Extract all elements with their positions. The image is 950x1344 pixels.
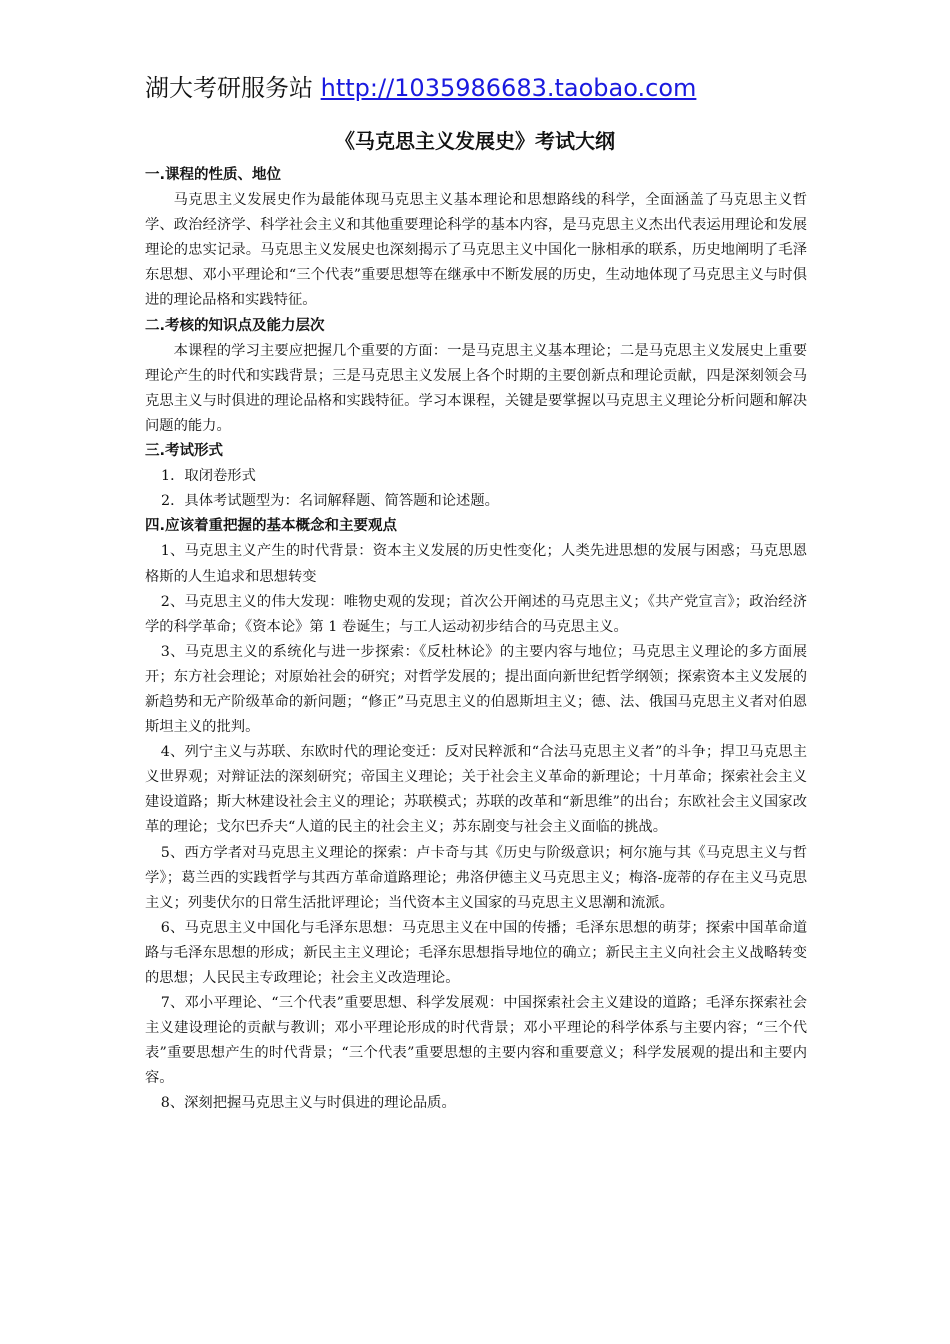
store-link[interactable]: http://1035986683.taobao.com (320, 74, 697, 102)
key-point: 3、马克思主义的系统化与进一步探索：《反杜林论》的主要内容与地位；马克思主义理论的多方面展开；东方社会理论；对原始社会的研究；对哲学发展的；提出面向新世纪哲学纲领；探索资本主义发展的新趋势和无产阶级革命的新问题；“修正”马克思主义的伯恩斯坦主义；德、法、俄国马克思主义者对伯恩斯坦主义的批判。 (145, 643, 807, 736)
list-item: 1．取闭卷形式 (161, 468, 256, 485)
list-item: 2．具体考试题型为：名词解释题、简答题和论述题。 (161, 493, 499, 510)
key-point: 2、马克思主义的伟大发现：唯物史观的发现；首次公开阐述的马克思主义；《共产党宣言》；政治经济学的科学革命；《资本论》第 1 卷诞生；与工人运动初步结合的马克思主义。 (145, 593, 807, 635)
key-point: 6、马克思主义中国化与毛泽东思想：马克思主义在中国的传播；毛泽东思想的萌芽；探索中国革命道路与毛泽东思想的形成；新民主主义理论；毛泽东思想指导地位的确立；新民主主义向社会主义战略转变的思想；人民民主专政理论；社会主义改造理论。 (145, 919, 807, 986)
section-heading: 四.应该着重把握的基本概念和主要观点 (145, 518, 398, 535)
paragraph: 马克思主义发展史作为最能体现马克思主义基本理论和思想路线的科学，全面涵盖了马克思主义哲学、政治经济学、科学社会主义和其他重要理论科学的基本内容，是马克思主义杰出代表运用理论和发展理论的忠实记录。马克思主义发展史也深刻揭示了马克思主义中国化一脉相承的联系，历史地阐明了毛泽东思想、邓小平理论和“三个代表”重要思想等在继承中不断发展的历史，生动地体现了马克思主义与时俱进的理论品格和实践特征。 (145, 192, 807, 309)
document-body (145, 163, 807, 1117)
section-heading: 二.考核的知识点及能力层次 (145, 317, 325, 334)
key-point: 5、西方学者对马克思主义理论的探索：卢卡奇与其《历史与阶级意识；柯尔施与其《马克思主义与哲学》；葛兰西的实践哲学与其西方革命道路理论；弗洛伊德主义马克思主义；梅洛-庞蒂的存在主义马克思主义；列斐伏尔的日常生活批评理论；当代资本主义国家的马克思主义思潮和流派。 (145, 844, 807, 911)
paragraph: 本课程的学习主要应把握几个重要的方面：一是马克思主义基本理论；二是马克思主义发展史上重要理论产生的时代和实践背景；三是马克思主义发展上各个时期的主要创新点和理论贡献，四是深刻领会马克思主义与时俱进的理论品格和实践特征。学习本课程，关键是要掌握以马克思主义理论分析问题和解决问题的能力。 (145, 342, 807, 434)
key-point: 7、邓小平理论、“三个代表”重要思想、科学发展观：中国探索社会主义建设的道路；毛泽东探索社会主义建设理论的贡献与教训；邓小平理论形成的时代背景；邓小平理论的科学体系与主要内容；“三个代表”重要思想产生的时代背景；“三个代表”重要思想的主要内容和重要意义；科学发展观的提出和主要内容。 (145, 995, 807, 1087)
document-title: 《马克思主义发展史》考试大纲 (335, 129, 615, 153)
section-heading: 一.课程的性质、地位 (145, 167, 282, 183)
key-point: 1、马克思主义产生的时代背景：资本主义发展的历史性变化；人类先进思想的发展与困惑；马克思恩格斯的人生追求和思想转变 (145, 543, 807, 585)
key-point: 4、列宁主义与苏联、东欧时代的理论变迁：反对民粹派和“合法马克思主义者”的斗争；捍卫马克思主义世界观；对辩证法的深刻研究；帝国主义理论；关于社会主义革命的新理论；十月革命；探索社会主义建设道路；斯大林建设社会主义的理论；苏联模式；苏联的改革和“新思维”的出台；东欧社会主义国家改革的理论；戈尔巴乔夫“人道的民主的社会主义；苏东剧变与社会主义面临的挑战。 (145, 744, 807, 836)
section-heading: 三.考试形式 (145, 443, 224, 460)
header (145, 72, 696, 104)
key-point: 8、深刻把握马克思主义与时俱进的理论品质。 (160, 1095, 456, 1112)
site-name: 湖大考研服务站 (145, 74, 313, 102)
